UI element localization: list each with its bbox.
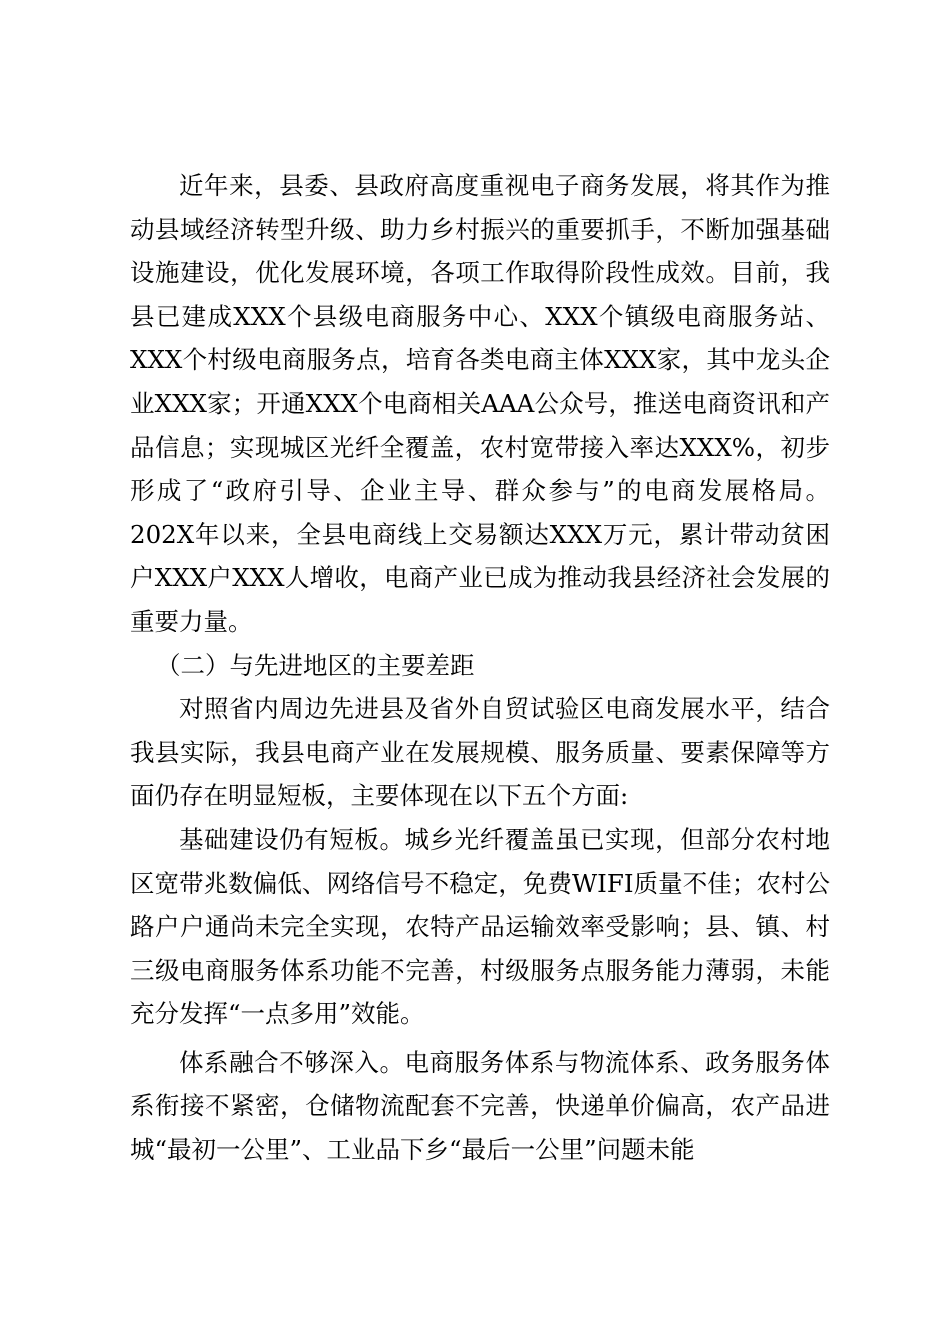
paragraph-comparison-intro: 对照省内周边先进县及省外自贸试验区电商发展水平，结合我县实际，我县电商产业在发展规模、服务质量、要素保障等方面仍存在明显短板，主要体现在以下五个方面: (130, 694, 830, 811)
document-body (130, 164, 830, 1172)
paragraph-system-integration: 体系融合不够深入。电商服务体系与物流体系、政务服务体系衔接不紧密，仓储物流配套不完善，快递单价偏高，农产品进城“最初一公里”、工业品下乡“最后一公里”问题未能 (130, 1047, 830, 1165)
paragraph-ecommerce-progress: 近年来，县委、县政府高度重视电子商务发展，将其作为推动县域经济转型升级、助力乡村振兴的重要抓手，不断加强基础设施建设，优化发展环境，各项工作取得阶段性成效。目前，我县已建成XXX个县级电商服务中心、XXX个镇级电商服务站、XXX个村级电商服务点，培育各类电商主体XXX家，其中龙头企业XXX家；开通XXX个电商相关AAA公众号，推送电商资讯和产品信息；实现城区光纤全覆盖，农村宽带接入率达XXX%，初步形成了“政府引导、企业主导、群众参与”的电商发展格局。202X年以来，全县电商线上交易额达XXX万元，累计带动贫困户XXX户XXX人增收，电商产业已成为推动我县经济社会发展的重要力量。 (130, 171, 830, 636)
section-heading-gap-with-advanced-regions: （二）与先进地区的主要差距 (156, 650, 475, 680)
paragraph-infrastructure-shortcomings: 基础建设仍有短板。城乡光纤覆盖虽已实现，但部分农村地区宽带兆数偏低、网络信号不稳定，免费WIFI质量不佳；农村公路户户通尚未完全实现，农特产品运输效率受影响；县、镇、村三级电商服务体系功能不完善，村级服务点服务能力薄弱，未能充分发挥“一点多用”效能。 (130, 824, 830, 1029)
